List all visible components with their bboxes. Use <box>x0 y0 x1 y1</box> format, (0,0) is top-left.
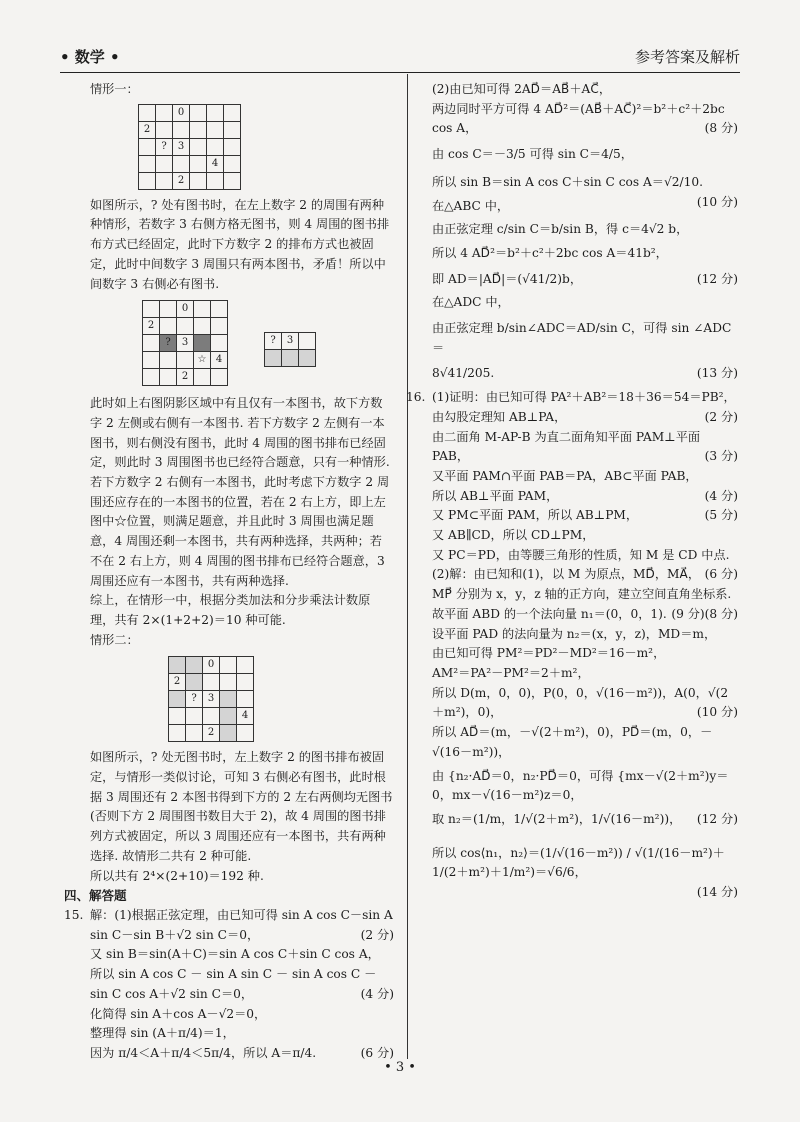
q16-score-9: (9 分) <box>671 606 705 621</box>
grid-cell <box>220 708 237 725</box>
grid-row <box>143 335 228 352</box>
grid-cell <box>156 121 173 138</box>
grid-cell <box>160 318 177 335</box>
grid-cell: ? <box>156 138 173 155</box>
grid-cell <box>211 369 228 386</box>
q16-line-6: 又 PM⊂平面 PAM，所以 AB⊥PM， <box>432 508 639 523</box>
q15-line-1: 解：(1)根据正弦定理，由已知可得 sin A cos C－sin A sin C－sin B＋√2 sin C＝0， <box>90 907 393 942</box>
grid-cell <box>207 104 224 121</box>
q16-line-4: 又平面 PAM∩平面 PAB＝PA，AB⊂平面 PAB， <box>432 468 698 483</box>
q15-line-2: 又 sin B＝sin(A＋C)＝sin A cos C＋sin C cos A， <box>90 947 380 962</box>
grid-cell: 4 <box>211 352 228 369</box>
grid-cell <box>220 725 237 742</box>
grid-cell <box>169 691 186 708</box>
q16-score-10: (10 分) <box>696 705 738 720</box>
grid-cell <box>173 121 190 138</box>
right-column <box>406 80 738 903</box>
r-line-11: 8√41/205. <box>432 366 495 381</box>
q16-line-7: 又 AB∥CD，所以 CD⊥PM， <box>432 528 595 543</box>
q16-score-4: (4 分) <box>704 488 738 503</box>
case2-label: 情形二： <box>90 632 139 647</box>
grid-cell <box>203 674 220 691</box>
q16-line-8: 又 PC＝PD，由等腰三角形的性质，知 M 是 CD 中点. <box>432 547 730 562</box>
grid-cell <box>143 335 160 352</box>
q16-line-14: 所以 D(m，0，0)，P(0，0，√(16－m²))，A(0，√(2＋m²)，0)， <box>432 685 729 720</box>
grid-row <box>143 369 228 386</box>
grid-cell: 2 <box>169 674 186 691</box>
grid-cell <box>160 301 177 318</box>
r-score-12: (12 分) <box>696 271 738 286</box>
grid-cell: ☆ <box>194 352 211 369</box>
q15-score-2: (4 分) <box>360 986 394 1001</box>
r-line-3: 由 cos C＝－3/5 可得 sin C＝4/5， <box>432 147 633 162</box>
q16-line-18: 所以 cos⟨n₁，n₂⟩＝(1/√(16－m²)) / √(1/(16－m²)＋1/(2＋m²)＋1/m²)＝√6/6， <box>432 845 725 880</box>
grid-cell <box>224 138 241 155</box>
grid-cell <box>207 138 224 155</box>
q16-line-1: (1)证明：由已知可得 PA²＋AB²＝18＋36＝54＝PB²， <box>432 390 736 405</box>
grid-cell <box>177 352 194 369</box>
q16-line-15: 所以 AD⃗＝(m，－√(2＋m²)，0)，PD⃗＝(m，0，－√(16－m²))， <box>432 725 713 759</box>
grid-cell <box>220 657 237 674</box>
r-line-4: 所以 sin B＝sin A cos C＋sin C cos A＝√2/10. <box>432 174 703 189</box>
q16-score-12: (12 分) <box>696 811 738 826</box>
q15-line-3: 所以 sin A cos C － sin A sin C － sin A cos C －sin C cos A＋√2 sin C＝0， <box>90 967 377 1001</box>
grid-cell <box>169 708 186 725</box>
grid-cell <box>190 138 207 155</box>
grid-row <box>143 301 228 318</box>
r-line-1: (2)由已知可得 2AD⃗＝AB⃗＋AC⃗， <box>432 82 612 96</box>
section-heading-4: 四、解答题 <box>64 888 127 904</box>
r-line-5: 在△ABC 中， <box>432 198 510 213</box>
grid-row <box>143 318 228 335</box>
grid-cell: 2 <box>203 725 220 742</box>
grid-case2 <box>168 656 394 742</box>
grid-cell <box>299 333 316 350</box>
grid-cell <box>186 708 203 725</box>
grid-cell: ? <box>265 333 282 350</box>
grid-row <box>169 657 254 674</box>
q16-number: 16. <box>406 390 426 405</box>
q15-score-3: (6 分) <box>360 1045 394 1060</box>
grid-cell <box>237 674 254 691</box>
grid-row <box>169 691 254 708</box>
r-line-10: 由正弦定理 b/sin∠ADC＝AD/sin C，可得 sin ∠ADC＝ <box>432 321 732 355</box>
grid-cell <box>265 350 282 367</box>
q15 <box>64 906 394 1064</box>
grid-cell <box>299 350 316 367</box>
q15-line-4: 化简得 sin A＋cos A－√2＝0， <box>90 1006 267 1021</box>
grid-cell <box>203 708 220 725</box>
q15-number: 15. <box>64 907 84 922</box>
q16-line-13: AM²＝PA²－PM²＝2＋m²， <box>432 665 590 680</box>
grid-cell: 3 <box>173 138 190 155</box>
q15-line-6: 因为 π/4＜A＋π/4＜5π/4，所以 A＝π/4. <box>90 1045 317 1060</box>
grid-shaded-strip <box>264 332 316 367</box>
grid-cell <box>211 335 228 352</box>
figure-pair <box>64 300 394 386</box>
r-line-6: 由正弦定理 c/sin C＝b/sin B，得 c＝4√2 b， <box>432 222 689 237</box>
grid-case1 <box>138 104 394 190</box>
case1-label: 情形一： <box>90 82 139 96</box>
grid-cell <box>224 172 241 189</box>
grid-cell: 2 <box>143 318 160 335</box>
header-rule <box>60 72 740 73</box>
q16-line-11: 设平面 PAD 的法向量为 n₂＝(x，y，z)，MD＝m， <box>432 626 717 641</box>
grid-cell <box>224 104 241 121</box>
grid-cell <box>194 301 211 318</box>
grid-cell <box>220 674 237 691</box>
q15-score-1: (2 分) <box>360 927 394 942</box>
grid-cell <box>156 104 173 121</box>
q16-score-3: (3 分) <box>704 449 738 464</box>
paragraph-6: 所以共有 2⁴×(2+10)＝192 种. <box>90 868 264 883</box>
grid-cell <box>190 121 207 138</box>
grid-cell: 4 <box>237 708 254 725</box>
grid-cell <box>224 121 241 138</box>
grid-cell <box>143 301 160 318</box>
q16-line-5: 所以 AB⊥平面 PAM， <box>432 488 559 503</box>
r-line-2: 两边同时平方可得 4 AD⃗²＝(AB⃗＋AC⃗)²＝b²＋c²＋2bc cos A， <box>432 101 725 136</box>
paragraph-2: 此时如上右图阴影区域中有且仅有一本图书，故下方数字 2 左侧或右侧有一本图书. 若下方数字 2 左侧有一本图书，则右侧没有图书，此时 4 周围的图书排布已经固定，则此时 3 周围图书也已经符合题意，只有一种情形. <box>90 396 390 470</box>
q16-score-2: (2 分) <box>704 409 738 424</box>
grid-cell <box>194 335 211 352</box>
q16-line-3: 由二面角 M-AP-B 为直二面角知平面 PAM⊥平面 PAB， <box>432 429 701 464</box>
grid-cell: 3 <box>177 335 194 352</box>
grid-cell <box>237 657 254 674</box>
grid-cell <box>186 725 203 742</box>
grid-cell <box>186 674 203 691</box>
grid-row <box>265 350 316 367</box>
grid-cell: 3 <box>203 691 220 708</box>
q16-line-16: 由 {n₂·AD⃗＝0，n₂·PD⃗＝0，可得 {mx－√(2＋m²)y＝0，mx－√(16－m²)z＝0， <box>432 768 729 803</box>
q16-line-12: 由已知可得 PM²＝PD²－MD²＝16－m²， <box>432 646 666 661</box>
grid-cell <box>190 172 207 189</box>
r-score-8: (8 分) <box>704 121 738 136</box>
grid-cell <box>173 155 190 172</box>
grid-cell <box>156 155 173 172</box>
grid-row <box>139 104 241 121</box>
grid-row <box>139 121 241 138</box>
q16 <box>406 388 738 903</box>
r-line-8: 即 AD＝|AD⃗|＝(√41/2)b， <box>432 271 583 286</box>
r-score-10: (10 分) <box>696 194 738 209</box>
grid-cell <box>207 172 224 189</box>
grid-cell <box>194 369 211 386</box>
grid-cell: ? <box>186 691 203 708</box>
grid-row <box>169 708 254 725</box>
grid-cell: 0 <box>177 301 194 318</box>
grid-cell <box>224 155 241 172</box>
q16-score-8: (8 分) <box>704 606 738 621</box>
grid-row <box>139 172 241 189</box>
grid-cell: 0 <box>173 104 190 121</box>
r-line-7: 所以 4 AD⃗²＝b²＋c²＋2bc cos A＝41b²， <box>432 245 668 260</box>
grid-cell: 2 <box>173 172 190 189</box>
q16-line-17: 取 n₂＝(1/m，1/√(2＋m²)，1/√(16－m²))， <box>432 811 682 826</box>
grid-cell <box>143 369 160 386</box>
grid-cell <box>186 657 203 674</box>
grid-cell <box>194 318 211 335</box>
grid-cell <box>177 318 194 335</box>
grid-cell <box>139 172 156 189</box>
grid-cell <box>190 104 207 121</box>
grid-case1-star <box>142 300 228 386</box>
header-title: 参考答案及解析 <box>634 48 740 66</box>
grid-cell <box>237 725 254 742</box>
q16-line-9: (2)解：由已知和(1)，以 M 为原点，MD⃗，MA⃗，MP⃗ 分别为 x，y，z 轴的正方向，建立空间直角坐标系. <box>432 567 732 602</box>
grid-row <box>143 352 228 369</box>
grid-row <box>139 138 241 155</box>
paragraph-1: 如图所示，? 处有图书时，在左上数字 2 的周围有两种种情形，若数字 3 右侧方格无图书，则 4 周围的图书排布方式已经固定，此时下方数字 2 的排布方式也被固定，此时中间数字 3 周围只有两本图书，矛盾！所以中间数字 3 右侧必有图书. <box>90 197 390 291</box>
grid-cell: 0 <box>203 657 220 674</box>
grid-cell <box>139 104 156 121</box>
q16-score-14: (14 分) <box>696 885 738 900</box>
grid-cell <box>169 657 186 674</box>
grid-cell: 2 <box>139 121 156 138</box>
grid-row <box>169 674 254 691</box>
left-column <box>64 80 394 1064</box>
grid-cell: 4 <box>207 155 224 172</box>
grid-cell <box>190 155 207 172</box>
q15-line-5: 整理得 sin (A＋π/4)＝1， <box>90 1026 235 1041</box>
page-number: • 3 • <box>384 1060 416 1075</box>
paragraph-3: 若下方数字 2 右侧有一本图书，此时考虑下方数字 2 周围还应存在的一本图书的位置，若在 2 右上方，即上左图中☆位置，则满足题意，并且此时 3 周围也满足题意，4 周围还剩一本图书，共有两种选择，共两种；若不在 2 右上方，则 4 周围的图书排布已经符合题意，3 周围还应有一本图书，共有两种选择. <box>90 475 390 588</box>
q16-score-6: (6 分) <box>704 567 738 582</box>
grid-cell <box>139 138 156 155</box>
grid-row <box>265 333 316 350</box>
q16-score-5: (5 分) <box>704 508 738 523</box>
grid-cell <box>220 691 237 708</box>
grid-cell <box>160 369 177 386</box>
r-line-9: 在△ADC 中， <box>432 295 510 310</box>
grid-cell: 3 <box>282 333 299 350</box>
grid-cell <box>160 352 177 369</box>
paragraph-5: 如图所示，? 处无图书时，左上数字 2 的图书排布被固定，与情形一类似讨论，可知 3 右侧必有图书，此时根据 3 周围还有 2 本图书得到下方的 2 左右两侧均无图书(否则下方 2 周围图书数目大于 2)，故 4 周围的图书排列方式被固定，所以 3 周围还应有一本图书，共有两种选择. 故情形二共有 2 种可能. <box>90 750 393 863</box>
grid-cell <box>211 318 228 335</box>
grid-cell <box>282 350 299 367</box>
grid-cell <box>139 155 156 172</box>
header-subject: • 数学 • <box>60 48 120 66</box>
grid-cell <box>156 172 173 189</box>
paragraph-4: 综上，在情形一中，根据分类加法和分步乘法计数原理，共有 2×(1+2+2)＝10 种可能. <box>90 593 371 627</box>
grid-cell <box>169 725 186 742</box>
q16-line-2: 由勾股定理知 AB⊥PA， <box>432 409 567 424</box>
grid-cell <box>143 352 160 369</box>
grid-row <box>139 155 241 172</box>
grid-cell: 2 <box>177 369 194 386</box>
grid-cell <box>211 301 228 318</box>
q16-line-10: 故平面 ABD 的一个法向量 n₁＝(0，0，1). <box>432 606 667 621</box>
grid-cell <box>237 691 254 708</box>
page-header <box>60 46 740 70</box>
grid-cell <box>207 121 224 138</box>
r-score-13: (13 分) <box>696 366 738 381</box>
grid-row <box>169 725 254 742</box>
grid-cell: ? <box>160 335 177 352</box>
